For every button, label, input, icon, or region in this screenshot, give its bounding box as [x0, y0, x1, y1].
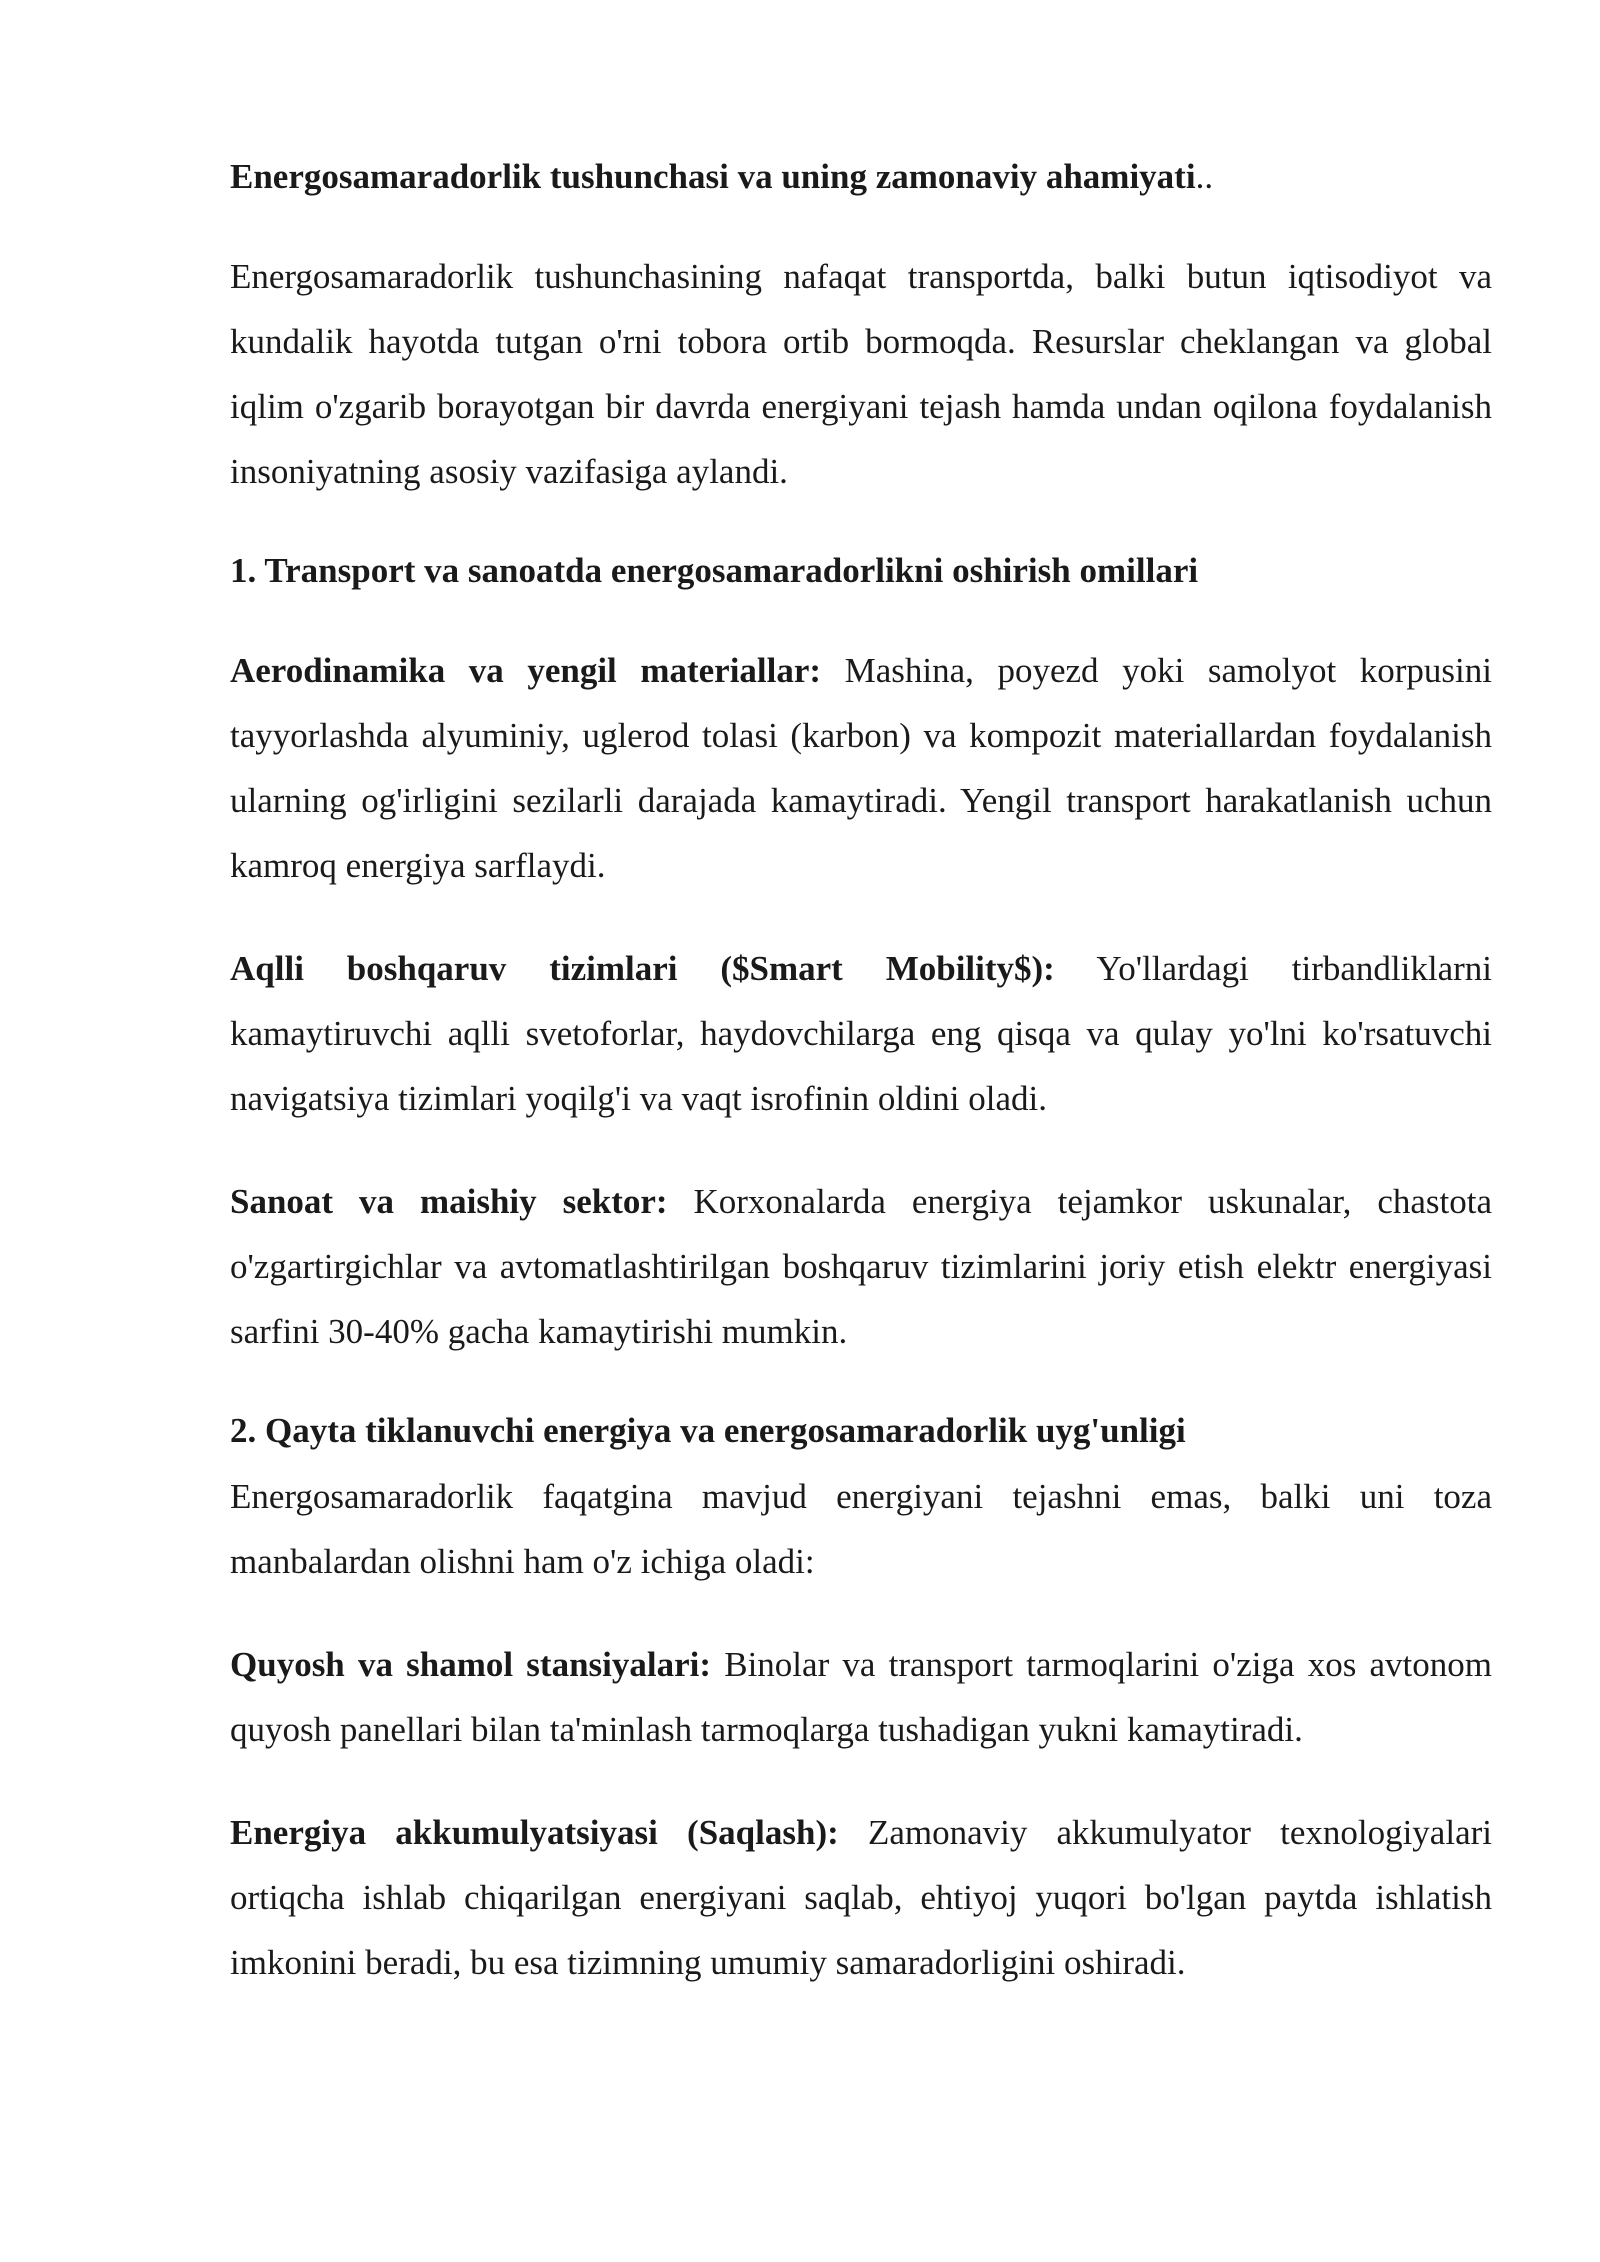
- section1-item-smart-control: [230, 936, 1492, 1131]
- section2-item-storage: [230, 1800, 1492, 1995]
- item-lead: Aerodinamika va yengil materiallar:: [230, 651, 822, 690]
- item-text: Binolar va transport tarmoqlarini o'ziga xos avtonom quyosh panellari bilan ta'minlash tarmoqlarga tushadigan yukni kamaytiradi.: [230, 1645, 1493, 1749]
- item-lead: Energiya akkumulyatsiyasi (Saqlash):: [230, 1813, 839, 1852]
- section2-item-solar-wind: [230, 1632, 1492, 1762]
- title-suffix: ..: [1195, 157, 1214, 196]
- section2-intro: Energosamaradorlik faqatgina mavjud energiyani tejashni emas, balki uni toza manbalardan olishni ham o'z ichiga oladi:: [230, 1477, 1492, 1581]
- item-text: Zamonaviy akkumulyator texnologiyalari ortiqcha ishlab chiqarilgan energiyani saqlab, ehtiyoj yuqori bo'lgan paytda ishlatish imkonini beradi, bu esa tizimning umumiy samaradorligini oshiradi.: [230, 1813, 1492, 1982]
- item-text: Yo'llardagi tirbandliklarni kamaytiruvchi aqlli svetoforlar, haydovchilarga eng qisqa va qulay yo'lni ko'rsatuvchi navigatsiya tizimlari yoqilg'i va vaqt isrofinin oldini oladi.: [230, 949, 1493, 1118]
- item-lead: Aqlli boshqaruv tizimlari ($Smart Mobility$):: [230, 949, 1055, 988]
- item-text: Mashina, poyezd yoki samolyot korpusini tayyorlashda alyuminiy, uglerod tolasi (karbon) va kompozit materiallardan foydalanish ularning og'irligini sezilarli darajada kamaytiradi. Yengil transport harakatlanish uchun kamroq energiya sarflaydi.: [230, 651, 1492, 885]
- section1-item-aerodynamics: [230, 638, 1492, 898]
- title-text: Energosamaradorlik tushunchasi va uning zamonaviy ahamiyati: [230, 157, 1196, 196]
- section1-heading: 1. Transport va sanoatda energosamaradorlikni oshirish omillari: [230, 551, 1199, 590]
- intro-paragraph: Energosamaradorlik tushunchasining nafaqat transportda, balki butun iqtisodiyot va kundalik hayotda tutgan o'rni tobora ortib bormoqda. Resurslar cheklangan va global iqlim o'zgarib borayotgan bir davrda energiyani tejash hamda undan oqilona foydalanish insoniyatning asosiy vazifasiga aylandi.: [230, 257, 1492, 491]
- item-lead: Sanoat va maishiy sektor:: [230, 1182, 668, 1221]
- section1-item-industry: [230, 1169, 1492, 1364]
- document-title: [230, 148, 1492, 206]
- section2-heading: 2. Qayta tiklanuvchi energiya va energosamaradorlik uyg'unligi: [230, 1411, 1186, 1450]
- item-text: Korxonalarda energiya tejamkor uskunalar, chastota o'zgartirgichlar va avtomatlashtirilgan boshqaruv tizimlarini joriy etish elektr energiyasi sarfini 30-40% gacha kamaytirishi mumkin.: [230, 1182, 1492, 1351]
- item-lead: Quyosh va shamol stansiyalari:: [230, 1645, 712, 1684]
- document-page: [230, 148, 1492, 2033]
